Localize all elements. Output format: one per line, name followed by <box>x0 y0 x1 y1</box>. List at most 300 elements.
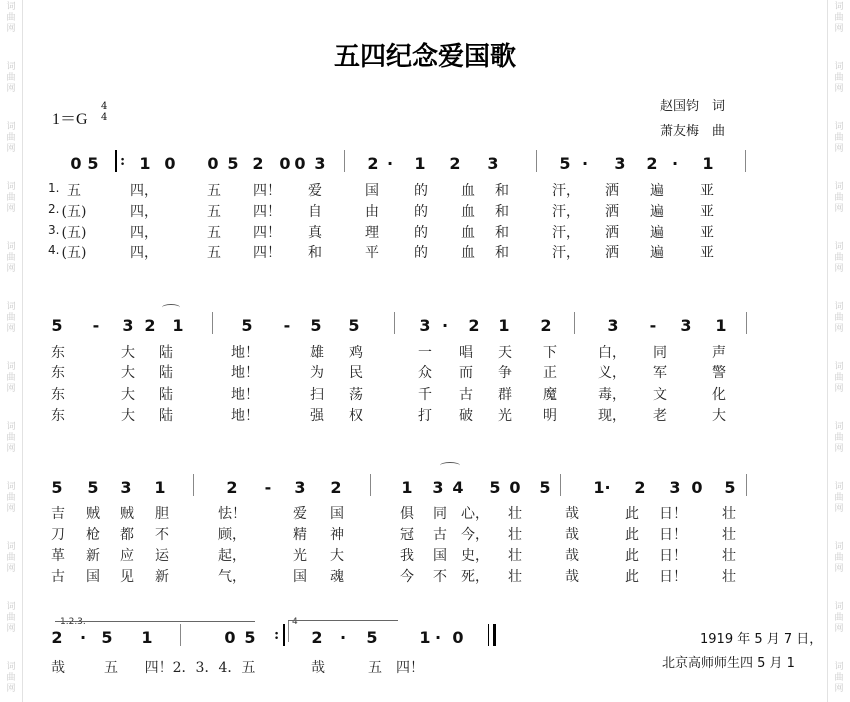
lyric-syllable: 冠 <box>400 527 414 543</box>
verse-number: 1. <box>48 181 60 195</box>
lyric-syllable: 地！ <box>231 365 259 381</box>
barline <box>180 624 181 646</box>
lyric-syllable: 国 <box>293 569 307 585</box>
lyric-syllable: 贼 <box>86 506 100 522</box>
slur <box>162 304 180 311</box>
lyric-syllable: 哉 <box>565 527 579 543</box>
verse-number: 2. <box>48 202 60 216</box>
lyric-syllable: 血 <box>461 245 475 261</box>
barline <box>746 474 747 496</box>
lyric-syllable: 日！ <box>659 569 687 585</box>
lyric-syllable: 五 <box>104 660 118 676</box>
volta-1-bracket <box>55 621 255 622</box>
jianpu-note: 0 <box>691 478 703 497</box>
lyric-syllable: 义， <box>598 365 626 381</box>
barline <box>193 474 194 496</box>
watermark-text: 词 曲 网 <box>834 602 844 634</box>
lyric-syllable: 同 <box>433 506 447 522</box>
lyric-syllable: (五) <box>61 245 87 261</box>
lyric-syllable: 打 <box>418 408 432 424</box>
lyric-syllable: 枪 <box>86 527 100 543</box>
lyric-syllable: 精 <box>293 527 307 543</box>
jianpu-note: 1 <box>139 154 151 173</box>
volta-2-bracket-left <box>288 620 289 642</box>
lyric-syllable: 明 <box>543 408 557 424</box>
lyric-syllable: 的 <box>414 245 428 261</box>
lyric-syllable: 我 <box>400 548 414 564</box>
lyric-syllable: 化 <box>712 387 726 403</box>
lyricist-credit: 赵国钧 词 <box>660 99 726 114</box>
lyric-syllable: 魔 <box>543 387 557 403</box>
time-signature-bottom: 4 <box>101 112 108 123</box>
lyric-syllable: 五 <box>207 245 221 261</box>
lyric-syllable: 爱 <box>308 183 322 199</box>
lyric-syllable: 众 <box>418 365 432 381</box>
lyric-syllable: 国 <box>365 183 379 199</box>
lyric-syllable: 血 <box>461 225 475 241</box>
jianpu-note: 1 <box>419 628 431 647</box>
jianpu-note: 5 <box>241 316 253 335</box>
lyric-syllable: 新 <box>155 569 169 585</box>
jianpu-note: 2 <box>634 478 646 497</box>
lyric-syllable: 白， <box>598 345 626 361</box>
lyric-syllable: 不 <box>155 527 169 543</box>
watermark-text: 词 曲 网 <box>6 242 16 274</box>
watermark-text: 词 曲 网 <box>834 122 844 154</box>
lyric-syllable: 四！ <box>253 245 281 261</box>
lyric-syllable: 遍 <box>650 183 664 199</box>
lyric-syllable: 应 <box>120 548 134 564</box>
jianpu-note: · <box>581 154 589 173</box>
barline <box>536 150 537 172</box>
jianpu-note: 5 <box>724 478 736 497</box>
lyric-syllable: 汗， <box>552 183 580 199</box>
lyric-syllable: 警 <box>712 365 726 381</box>
lyric-syllable: 都 <box>120 527 134 543</box>
lyric-syllable: 四！ <box>253 225 281 241</box>
lyric-syllable: 大 <box>712 408 726 424</box>
lyric-syllable: 破 <box>459 408 473 424</box>
lyric-syllable: 和 <box>495 204 509 220</box>
lyric-syllable: 地！ <box>231 387 259 403</box>
jianpu-note: 3 <box>680 316 692 335</box>
jianpu-note: 2 <box>468 316 480 335</box>
lyric-syllable: 五 <box>368 660 382 676</box>
jianpu-note: · <box>671 154 679 173</box>
lyric-syllable: 老 <box>653 408 667 424</box>
lyric-syllable: 千 <box>418 387 432 403</box>
lyric-syllable: 壮 <box>508 569 522 585</box>
lyric-syllable: 的 <box>414 183 428 199</box>
song-title: 五四纪念爱国歌 <box>333 42 516 72</box>
jianpu-note: 3 <box>669 478 681 497</box>
watermark-text: 词 曲 网 <box>834 2 844 34</box>
watermark-text: 词 曲 网 <box>834 302 844 334</box>
lyric-syllable: 五 <box>207 204 221 220</box>
jianpu-note: 1 <box>702 154 714 173</box>
watermark-text: 词 曲 网 <box>6 122 16 154</box>
lyric-syllable: 的 <box>414 225 428 241</box>
watermark-text: 词 曲 网 <box>834 62 844 94</box>
lyric-syllable: 毒， <box>598 387 626 403</box>
volta-2-bracket <box>288 620 398 621</box>
lyric-syllable: 同 <box>653 345 667 361</box>
lyric-syllable: 胆 <box>155 506 169 522</box>
jianpu-note: 4 <box>452 478 464 497</box>
lyric-syllable: 四， <box>130 245 158 261</box>
lyric-syllable: 四， <box>130 204 158 220</box>
jianpu-note: 3 <box>120 478 132 497</box>
lyric-syllable: 和 <box>495 183 509 199</box>
lyric-syllable: 史， <box>461 548 489 564</box>
jianpu-note: 5 <box>87 478 99 497</box>
jianpu-note: - <box>283 316 291 335</box>
jianpu-note: 5 <box>244 628 256 647</box>
jianpu-note: 0 <box>294 154 306 173</box>
lyric-syllable: 陆 <box>159 408 173 424</box>
lyric-syllable: 文 <box>653 387 667 403</box>
watermark-text: 词 曲 网 <box>6 422 16 454</box>
jianpu-note: 3 <box>614 154 626 173</box>
lyric-syllable: 哉 <box>565 506 579 522</box>
lyric-syllable: 壮 <box>722 548 736 564</box>
jianpu-note: 5 <box>489 478 501 497</box>
lyric-syllable: 古 <box>51 569 65 585</box>
barline <box>212 312 213 334</box>
lyric-syllable: 群 <box>498 387 512 403</box>
lyric-syllable: 亚 <box>700 183 714 199</box>
repeat-dots: : <box>120 153 126 169</box>
lyric-syllable: 此 <box>625 506 639 522</box>
lyric-syllable: 光 <box>293 548 307 564</box>
jianpu-note: 2 <box>330 478 342 497</box>
time-signature <box>101 101 107 123</box>
lyric-syllable: 雄 <box>310 345 324 361</box>
watermark-text: 词 曲 网 <box>6 482 16 514</box>
lyric-syllable: (五) <box>61 225 87 241</box>
lyric-syllable: 现， <box>598 408 626 424</box>
jianpu-note: · <box>339 628 347 647</box>
lyric-syllable: 洒 <box>605 204 619 220</box>
lyric-syllable: 理 <box>365 225 379 241</box>
lyric-syllable: 五 <box>207 225 221 241</box>
lyric-syllable: 东 <box>51 408 65 424</box>
lyric-syllable: 下 <box>543 345 557 361</box>
lyric-syllable: 怯！ <box>218 506 246 522</box>
lyric-syllable: 汗， <box>552 225 580 241</box>
jianpu-note: 3 <box>419 316 431 335</box>
lyric-syllable: 大 <box>121 345 135 361</box>
slur <box>440 462 460 469</box>
jianpu-note: 0 <box>452 628 464 647</box>
lyric-syllable: 今 <box>400 569 414 585</box>
lyric-syllable: 革 <box>51 548 65 564</box>
watermark-text: 词 曲 网 <box>6 602 16 634</box>
jianpu-note: 2 <box>252 154 264 173</box>
place-note: 北京高师师生四 5 月 1 <box>662 656 795 671</box>
jianpu-note: · <box>79 628 87 647</box>
final-barline-thin <box>488 624 489 646</box>
jianpu-note: 3 <box>607 316 619 335</box>
key-signature: 1＝G <box>52 111 88 128</box>
verse-number: 4. <box>48 243 60 257</box>
lyric-syllable: 陆 <box>159 365 173 381</box>
jianpu-note: - <box>264 478 272 497</box>
lyric-syllable: 真 <box>308 225 322 241</box>
lyric-syllable: 亚 <box>700 225 714 241</box>
lyric-syllable: 今， <box>461 527 489 543</box>
lyric-syllable: 哉 <box>51 660 65 676</box>
lyric-syllable: 壮 <box>508 527 522 543</box>
lyric-syllable: 五 <box>67 183 81 199</box>
barline <box>370 474 371 496</box>
lyric-syllable: 四， <box>130 183 158 199</box>
lyric-syllable: 日！ <box>659 506 687 522</box>
jianpu-note: 3 <box>487 154 499 173</box>
lyric-syllable: 大 <box>121 408 135 424</box>
barline <box>574 312 575 334</box>
jianpu-note: 1 <box>715 316 727 335</box>
jianpu-note: 2 <box>540 316 552 335</box>
jianpu-note: 3 <box>294 478 306 497</box>
jianpu-note: 1 <box>498 316 510 335</box>
lyric-syllable: 起， <box>218 548 246 564</box>
jianpu-note: 2 <box>646 154 658 173</box>
lyric-syllable: 此 <box>625 527 639 543</box>
watermark-text: 词 曲 网 <box>834 482 844 514</box>
lyric-syllable: 的 <box>414 204 428 220</box>
jianpu-note: · <box>434 628 442 647</box>
lyric-syllable: 正 <box>543 365 557 381</box>
lyric-syllable: 四！ <box>253 204 281 220</box>
lyric-syllable: 爱 <box>293 506 307 522</box>
watermark-text: 词 曲 网 <box>6 182 16 214</box>
lyric-syllable: 血 <box>461 204 475 220</box>
lyric-syllable: 不 <box>433 569 447 585</box>
lyric-syllable: 遍 <box>650 245 664 261</box>
lyric-syllable: 运 <box>155 548 169 564</box>
lyric-syllable: 洒 <box>605 225 619 241</box>
lyric-syllable: 地！ <box>231 345 259 361</box>
jianpu-note: · <box>386 154 394 173</box>
lyric-syllable: 军 <box>653 365 667 381</box>
lyric-syllable: 光 <box>498 408 512 424</box>
lyric-syllable: 顾， <box>218 527 246 543</box>
repeat-end-barline <box>283 624 285 646</box>
lyric-syllable: 权 <box>349 408 363 424</box>
watermark-text: 词 曲 网 <box>834 662 844 694</box>
lyric-syllable: 民 <box>349 365 363 381</box>
lyric-syllable: 四！ <box>396 660 424 676</box>
lyric-syllable: 汗， <box>552 204 580 220</box>
repeat-start-barline <box>115 150 117 172</box>
lyric-syllable: 吉 <box>51 506 65 522</box>
watermark-text: 词 曲 网 <box>6 662 16 694</box>
lyric-syllable: 国 <box>433 548 447 564</box>
lyric-syllable: 地！ <box>231 408 259 424</box>
lyric-syllable: 洒 <box>605 245 619 261</box>
jianpu-note: 0 <box>70 154 82 173</box>
jianpu-note: 2 <box>144 316 156 335</box>
barline <box>394 312 395 334</box>
lyric-syllable: 四， <box>130 225 158 241</box>
lyric-syllable: 大 <box>121 365 135 381</box>
jianpu-note: 3 <box>432 478 444 497</box>
lyric-syllable: 壮 <box>722 506 736 522</box>
lyric-syllable: 鸡 <box>349 345 363 361</box>
repeat-dots: : <box>274 627 280 643</box>
barline <box>560 474 561 496</box>
watermark-text: 词 曲 网 <box>6 2 16 34</box>
jianpu-note: 1 <box>141 628 153 647</box>
watermark-text: 词 曲 网 <box>834 362 844 394</box>
jianpu-note: - <box>92 316 100 335</box>
lyric-syllable: 壮 <box>722 569 736 585</box>
jianpu-note: 5 <box>310 316 322 335</box>
lyric-syllable: (五) <box>61 204 87 220</box>
lyric-syllable: 自 <box>308 204 322 220</box>
watermark-text: 词 曲 网 <box>834 242 844 274</box>
watermark-text: 词 曲 网 <box>834 182 844 214</box>
jianpu-note: 1 <box>154 478 166 497</box>
right-watermark-strip <box>827 0 850 702</box>
jianpu-note: 0 <box>164 154 176 173</box>
lyric-syllable: 东 <box>51 345 65 361</box>
lyric-syllable: 声 <box>712 345 726 361</box>
jianpu-note: 2 <box>51 628 63 647</box>
lyric-syllable: 洒 <box>605 183 619 199</box>
lyric-syllable: 见 <box>120 569 134 585</box>
watermark-text: 词 曲 网 <box>6 302 16 334</box>
lyric-syllable: 壮 <box>508 548 522 564</box>
barline <box>746 312 747 334</box>
jianpu-note: 2 <box>311 628 323 647</box>
jianpu-note: 2 <box>226 478 238 497</box>
watermark-text: 词 曲 网 <box>6 362 16 394</box>
lyric-syllable: 扫 <box>310 387 324 403</box>
lyric-syllable: 争 <box>498 365 512 381</box>
verse-number: 3. <box>48 223 60 237</box>
lyric-syllable: 而 <box>459 365 473 381</box>
lyric-syllable: 贼 <box>120 506 134 522</box>
watermark-text: 词 曲 网 <box>6 62 16 94</box>
time-signature-top: 4 <box>101 101 108 112</box>
barline <box>344 150 345 172</box>
lyric-syllable: 天 <box>498 345 512 361</box>
lyric-syllable: 遍 <box>650 204 664 220</box>
jianpu-note: 5 <box>87 154 99 173</box>
lyric-syllable: 魂 <box>330 569 344 585</box>
lyric-syllable: 哉 <box>565 548 579 564</box>
jianpu-note: 5 <box>51 316 63 335</box>
jianpu-note: 3 <box>314 154 326 173</box>
jianpu-note: 5 <box>539 478 551 497</box>
final-barline-thick <box>493 624 496 646</box>
jianpu-note: 5 <box>348 316 360 335</box>
lyric-syllable: 五 <box>207 183 221 199</box>
jianpu-note: 5 <box>227 154 239 173</box>
jianpu-note: 1 <box>172 316 184 335</box>
jianpu-note: 0 <box>509 478 521 497</box>
lyric-syllable: 国 <box>86 569 100 585</box>
lyric-syllable: 亚 <box>700 245 714 261</box>
lyric-syllable: 东 <box>51 387 65 403</box>
lyric-syllable: 东 <box>51 365 65 381</box>
lyric-syllable: 强 <box>310 408 324 424</box>
lyric-syllable: 大 <box>121 387 135 403</box>
lyric-syllable: 由 <box>365 204 379 220</box>
jianpu-note: - <box>649 316 657 335</box>
lyric-syllable: 壮 <box>722 527 736 543</box>
lyric-syllable: 血 <box>461 183 475 199</box>
lyric-syllable: 气， <box>218 569 246 585</box>
jianpu-note: · <box>441 316 449 335</box>
lyric-syllable: 陆 <box>159 387 173 403</box>
lyric-syllable: 哉 <box>565 569 579 585</box>
lyric-syllable: 死， <box>461 569 489 585</box>
lyric-syllable: 此 <box>625 548 639 564</box>
volta-2-label: 4 <box>292 617 298 627</box>
lyric-syllable: 亚 <box>700 204 714 220</box>
lyric-syllable: 陆 <box>159 345 173 361</box>
lyric-syllable: 国 <box>330 506 344 522</box>
composer-credit: 萧友梅 曲 <box>660 124 726 139</box>
lyric-syllable: 四！2．3．4．五 <box>144 660 256 676</box>
date-note: 1919 年 5 月 7 日， <box>700 632 823 647</box>
jianpu-note: 3 <box>122 316 134 335</box>
lyric-syllable: 和 <box>308 245 322 261</box>
jianpu-note: 5 <box>101 628 113 647</box>
lyric-syllable: 和 <box>495 225 509 241</box>
lyric-syllable: 新 <box>86 548 100 564</box>
jianpu-note: 1 <box>401 478 413 497</box>
lyric-syllable: 哉 <box>311 660 325 676</box>
jianpu-note: 5 <box>366 628 378 647</box>
jianpu-note: 1· <box>593 478 611 497</box>
lyric-syllable: 荡 <box>349 387 363 403</box>
lyric-syllable: 一 <box>418 345 432 361</box>
lyric-syllable: 四！ <box>253 183 281 199</box>
lyric-syllable: 为 <box>310 365 324 381</box>
lyric-syllable: 此 <box>625 569 639 585</box>
volta-1-label: 1.2.3. <box>60 617 86 627</box>
lyric-syllable: 汗， <box>552 245 580 261</box>
jianpu-note: 0 <box>224 628 236 647</box>
lyric-syllable: 俱 <box>400 506 414 522</box>
lyric-syllable: 唱 <box>459 345 473 361</box>
lyric-syllable: 神 <box>330 527 344 543</box>
lyric-syllable: 古 <box>459 387 473 403</box>
jianpu-note: 0 <box>279 154 291 173</box>
lyric-syllable: 日！ <box>659 548 687 564</box>
lyric-syllable: 刀 <box>51 527 65 543</box>
jianpu-note: 5 <box>51 478 63 497</box>
lyric-syllable: 心， <box>461 506 489 522</box>
watermark-text: 词 曲 网 <box>834 422 844 454</box>
left-watermark-strip <box>0 0 23 702</box>
lyric-syllable: 古 <box>433 527 447 543</box>
watermark-text: 词 曲 网 <box>834 542 844 574</box>
lyric-syllable: 平 <box>365 245 379 261</box>
lyric-syllable: 和 <box>495 245 509 261</box>
lyric-syllable: 壮 <box>508 506 522 522</box>
jianpu-note: 2 <box>367 154 379 173</box>
jianpu-note: 2 <box>449 154 461 173</box>
watermark-text: 词 曲 网 <box>6 542 16 574</box>
jianpu-note: 1 <box>414 154 426 173</box>
lyric-syllable: 大 <box>330 548 344 564</box>
lyric-syllable: 日！ <box>659 527 687 543</box>
